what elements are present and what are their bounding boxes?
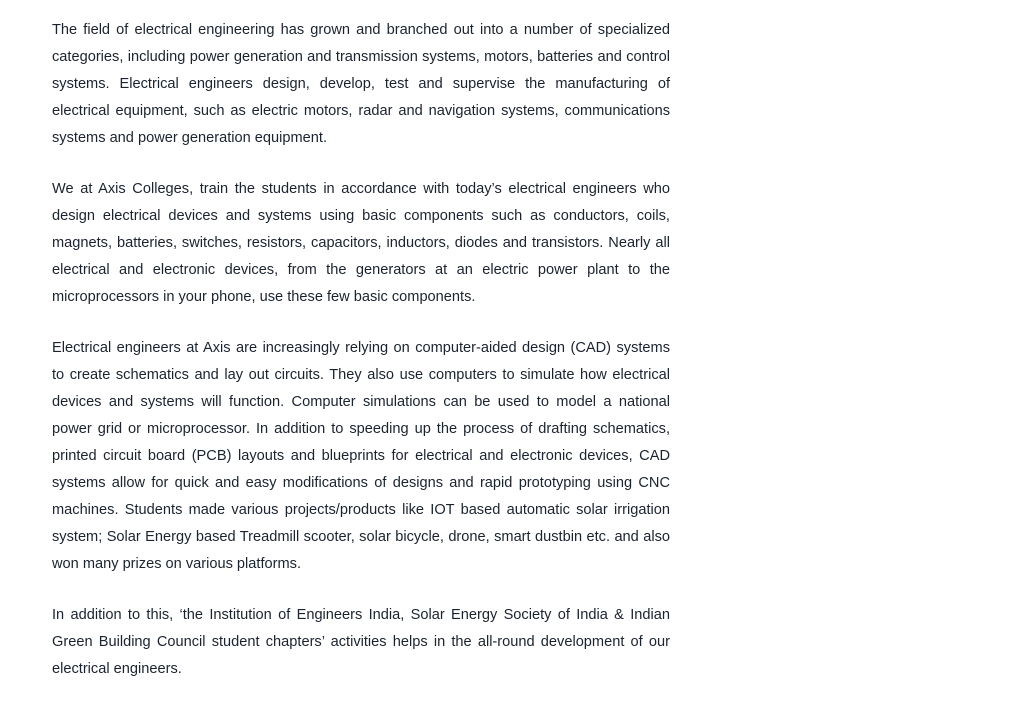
paragraph-training: We at Axis Colleges, train the students in accordance with today’s electrical engineers who design electrical devices and systems using basic components such as conductors, coils, magnets, batteries, switches, resistors, capacitors, inductors, diodes and transistors. Nearly all electrical and electronic devices, from the generators at an electric power plant to the microprocessors in your phone, use these few basic components. [52,181,670,305]
article-body [52,17,670,683]
paragraph-intro: The field of electrical engineering has grown and branched out into a number of specialized categories, including power generation and transmission systems, motors, batteries and control systems. Electrical engineers design, develop, test and supervise the manufacturing of electrical equipment, such as electric motors, radar and navigation systems, communications systems and power generation equipment. [52,22,670,146]
paragraph-cad: Electrical engineers at Axis are increasingly relying on computer-aided design (CAD) systems to create schematics and lay out circuits. They also use computers to simulate how electrical devices and systems will function. Computer simulations can be used to model a national power grid or microprocessor. In addition to speeding up the process of drafting schematics, printed circuit board (PCB) layouts and blueprints for electrical and electronic devices, CAD systems allow for quick and easy modifications of designs and rapid prototyping using CNC machines. Students made various projects/products like IOT based automatic solar irrigation system; Solar Energy based Treadmill scooter, solar bicycle, drone, smart dustbin etc. and also won many prizes on various platforms. [52,340,670,572]
paragraph-chapters: In addition to this, ‘the Institution of Engineers India, Solar Energy Society of India & Indian Green Building Council student chapters’ activities helps in the all-round development of our electrical engineers. [52,607,670,677]
